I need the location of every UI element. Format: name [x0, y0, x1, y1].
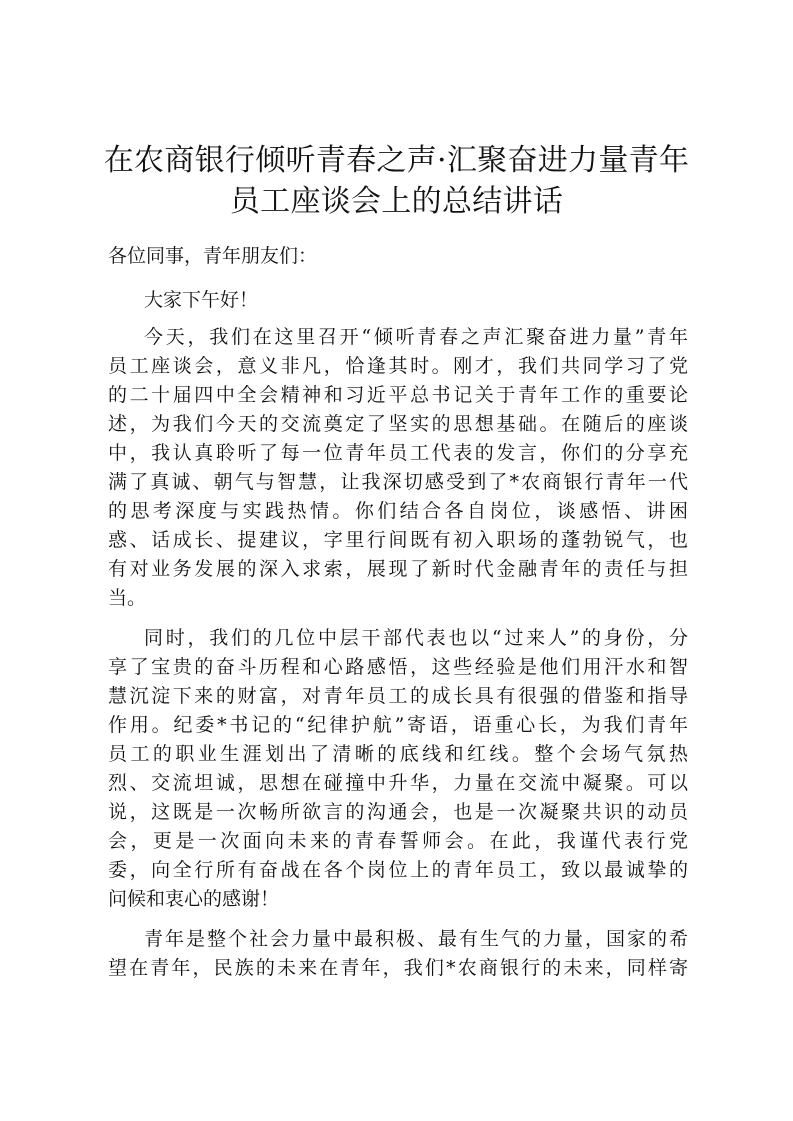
- title-line: 在农商银行倾听青春之声·汇聚奋进力量青年: [103, 143, 690, 178]
- text-line: 满了真诚、朝气与智慧，让我深切感受到了*农商银行青年一代: [108, 471, 688, 493]
- text-line: 同时，我们的几位中层干部代表也以“过来人”的身份，分: [144, 627, 688, 649]
- text-line: 望在青年，民族的未来在青年，我们*农商银行的未来，同样寄: [108, 957, 688, 979]
- text-line: 中，我认真聆听了每一位青年员工代表的发言，你们的分享充: [108, 442, 688, 464]
- paragraph-2: [108, 624, 688, 914]
- text-line: 会，更是一次面向未来的青春誓师会。在此，我谨代表行党: [108, 830, 688, 852]
- text-line: 问候和衷心的感谢！: [108, 888, 280, 910]
- text-line: 今天，我们在这里召开“倾听青春之声汇聚奋进力量”青年: [144, 326, 688, 348]
- text-line: 员工的职业生涯划出了清晰的底线和红线。整个会场气氛热: [108, 743, 688, 765]
- text-line: 说，这既是一次畅所欲言的沟通会，也是一次凝聚共识的动员: [108, 801, 688, 823]
- text-line: 的思考深度与实践热情。你们结合各自岗位，谈感悟、讲困: [108, 500, 688, 522]
- text-line: 述，为我们今天的交流奠定了坚实的思想基础。在随后的座谈: [108, 413, 688, 435]
- text-line: 青年是整个社会力量中最积极、最有生气的力量，国家的希: [144, 928, 688, 950]
- salutation: 各位同事，青年朋友们：: [108, 245, 318, 267]
- text-line: 当。: [108, 587, 147, 609]
- document-title: [100, 140, 693, 222]
- title-line: 员工座谈会上的总结讲话: [229, 184, 564, 219]
- text-line: 员工座谈会，意义非凡，恰逢其时。刚才，我们共同学习了党: [108, 355, 688, 377]
- text-line: 有对业务发展的深入求索，展现了新时代金融青年的责任与担: [108, 558, 688, 580]
- text-line: 作用。纪委*书记的“纪律护航”寄语，语重心长，为我们青年: [108, 714, 688, 736]
- text-line: 的二十届四中全会精神和习近平总书记关于青年工作的重要论: [108, 384, 688, 406]
- text-line: 委，向全行所有奋战在各个岗位上的青年员工，致以最诚挚的: [108, 859, 688, 881]
- text-line: 烈、交流坦诚，思想在碰撞中升华，力量在交流中凝聚。可以: [108, 772, 688, 794]
- greeting: 大家下午好！: [144, 289, 259, 311]
- text-line: 享了宝贵的奋斗历程和心路感悟，这些经验是他们用汗水和智: [108, 656, 688, 678]
- paragraph-3: [108, 925, 688, 983]
- text-line: 慧沉淀下来的财富，对青年员工的成长具有很强的借鉴和指导: [108, 685, 688, 707]
- text-line: 惑、话成长、提建议，字里行间既有初入职场的蓬勃锐气，也: [108, 529, 688, 551]
- paragraph-1: [108, 323, 688, 613]
